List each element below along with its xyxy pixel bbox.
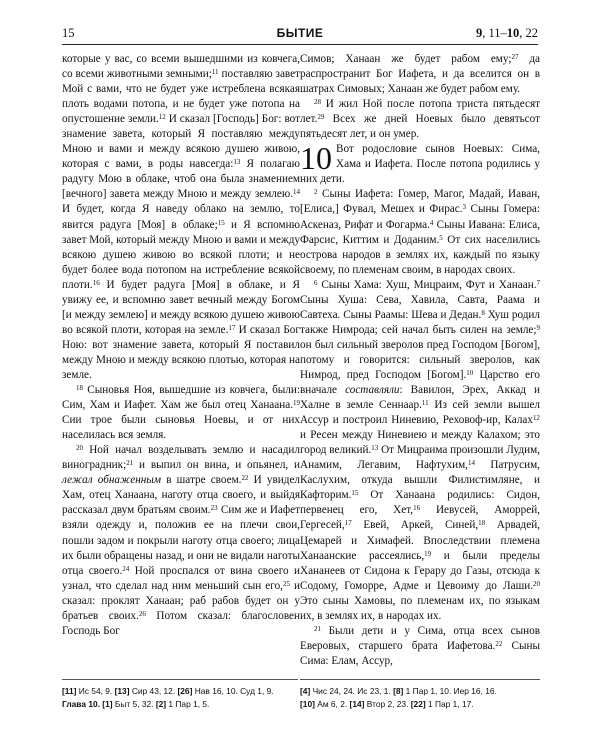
- verse-number: 15: [217, 218, 225, 227]
- verse-number: 7: [536, 278, 540, 287]
- footnote-text: 1 Пар 1, 17.: [425, 698, 474, 709]
- verse-text: Сии трое были сыновья Ноевы, и от них населилась вся земля.: [62, 414, 300, 442]
- verse-number: 22: [495, 639, 503, 648]
- verse-text: И будет, когда Я наведу облако на землю, то явится радуга [Моя] в облаке;: [62, 203, 300, 231]
- verse-number: 6: [314, 278, 318, 287]
- verse-number: 11: [211, 68, 219, 77]
- verse-text: Ной начал возделывать землю и насадил виноградник;: [62, 444, 300, 472]
- verse-number: 16: [92, 278, 100, 287]
- verse-text: И будет радуга [Моя] в облаке, и Я увижу ее, и вспомню завет вечный между Богом [и между землею] и между всякою душею живою во всякой плоти, которая на земле.: [62, 278, 300, 336]
- footnote-text: 1 Пар 1, 10. Иер 16, 16.: [403, 686, 497, 696]
- verse-number: 2: [314, 188, 318, 197]
- footnote-ref: [10]: [300, 698, 315, 709]
- verse-text: которые у вас, со всеми вышедшими из ковчега, со всеми животными земными;: [62, 53, 300, 81]
- ref-verse-end: , 22: [519, 26, 538, 40]
- verse-number: 14: [467, 459, 475, 468]
- verse-text: Сыны Хуша: Сева, Хавила, Савта, Раама и Савтеха. Сыны Раамы: Шева и Дедан.: [300, 293, 540, 321]
- verse-text: И сказал [Господь] Бог: вот знамение завета, который Я поставляю между Мною и вами и между всякою душею живою, которая с вами, в роды навсегда:: [62, 113, 300, 171]
- footnote-ref: [22]: [410, 698, 426, 709]
- footnote-ref: [2]: [155, 698, 167, 709]
- verse-number: 19: [424, 549, 432, 558]
- paragraph: [300, 52, 540, 97]
- verse-number: 12: [158, 113, 166, 122]
- verse-text: Хуш родил также Нимрода; сей начал быть силен на земле;: [300, 308, 540, 336]
- verse-number: 25: [282, 579, 290, 588]
- verse-number: 9: [536, 323, 540, 332]
- verse-text: И сказал Бог Ною: вот знамение завета, который Я поставил между Мною и между всякою плотью, которая на земле.: [62, 323, 300, 381]
- verse-text: От Мицраима произошли Лудим, Анамим, Легавим, Нафтухим,: [300, 444, 541, 472]
- verse-text: Вот родословие сынов Ноевых: Сима, Хама и Иафета. После потопа родились у них дети.: [300, 143, 540, 186]
- verse-number: 4: [429, 218, 434, 227]
- footnote-text: Сир 43, 12.: [129, 686, 178, 696]
- italic-word: составляли: [345, 384, 400, 397]
- italic-word: лежал: [62, 474, 93, 487]
- verse-text: И увидел Хам, отец Ханаана, наготу отца своего, и выйдя рассказал двум братьям своим.: [62, 474, 301, 517]
- verse-text: и сказал: проклят Ханаан; раб рабов будет он у братьев своих.: [62, 579, 300, 622]
- footnote-ref: Глава 10. [1]: [62, 698, 113, 709]
- footnote-ref: [13]: [114, 686, 130, 696]
- verse-text: поставляю завет Мой с вами, что не будет уже истреблена всякая плоть водами потопа, и не будет уже потопа на опустошение земли.: [62, 68, 301, 126]
- paragraph: [62, 383, 300, 443]
- footnote-text: Ис 54, 9.: [76, 686, 115, 696]
- right-footnotes: [300, 685, 540, 710]
- footnote-text: Нав 16, 10. Суд 1, 9.: [192, 686, 274, 696]
- book-title: БЫТИЕ: [276, 26, 324, 40]
- verse-number: 13: [371, 444, 379, 453]
- footnote-text: Втор 2, 23.: [364, 698, 411, 709]
- verse-number: 8: [481, 308, 485, 317]
- verse-text: Патрусим, Каслухим, откуда вышли Филистимляне, и Кафторим.: [300, 459, 540, 502]
- verse-number: 12: [533, 414, 540, 423]
- verse-number: 5: [439, 233, 443, 242]
- verse-text: Я полагаю радугу Мою в облаке, чтоб она была знамением [вечного] завета между Мною и между землею.: [62, 158, 300, 201]
- verse-text: и выпил он вина, и опьянел, и: [133, 459, 300, 472]
- page-number: 15: [62, 26, 75, 40]
- verse-number: 21: [314, 624, 321, 633]
- ref-verse-start: , 11–: [482, 26, 507, 40]
- paragraph: [300, 187, 540, 277]
- footnote-ref: [26]: [177, 686, 193, 696]
- verse-text: он был сильный зверолов пред Господом [Богом], потому и говорится: сильный зверолов, как Нимрод, пред Господом [Богом].: [300, 338, 540, 381]
- verse-number: 10: [466, 368, 474, 377]
- footnote-text: Чис 24, 24. Ис 23, 1.: [310, 686, 394, 696]
- footnote-divider: [62, 679, 298, 680]
- verse-number: 16: [413, 504, 421, 513]
- verse-number: 19: [293, 399, 300, 408]
- verse-text: Из сей земли вышел Ассур и построил Ниневию, Реховоф-ир, Калах: [300, 399, 540, 427]
- verse-number: 15: [351, 489, 359, 498]
- verse-text: Это сыны Хамовы, по племенам их, по языкам их, в землях их, в народах их.: [300, 594, 540, 622]
- footnote-ref: [4]: [300, 686, 311, 696]
- paragraph: [300, 624, 540, 669]
- footnote-ref: [14]: [349, 698, 365, 709]
- verse-text: И жил Ной после потопа триста пятьдесят лет.: [300, 98, 540, 126]
- paragraph: [62, 52, 300, 383]
- verse-number: 17: [344, 519, 352, 528]
- verse-number: 24: [122, 564, 130, 573]
- verse-text: да распространит Бог Иафета, и да вселится он в шатрах Симовых; Ханаан же будет рабом ему.: [300, 53, 540, 96]
- footnote-ref: [11]: [62, 686, 77, 696]
- verse-text: Сыновья Ноя, вышедшие из ковчега, были: Сим, Хам и Иафет. Хам же был отец Ханаана.: [62, 384, 300, 412]
- italic-word: обнаженным: [97, 474, 162, 487]
- footnote-text: 1 Пар 1, 5.: [166, 698, 210, 709]
- verse-number: 3: [462, 203, 467, 212]
- ref-chapter-end: 10: [506, 26, 520, 40]
- verse-text: Сыны Сима: Елам, Ассур,: [300, 639, 541, 667]
- page-header: [62, 24, 538, 45]
- verse-text: Арвадей, Цемарей и Химафей. Впоследствии племена Ханаанские рассеялись,: [300, 519, 540, 562]
- paragraph: [300, 278, 540, 624]
- paragraph: [300, 97, 540, 142]
- verse-number: 20: [533, 579, 540, 588]
- verse-number: 23: [210, 504, 218, 513]
- verse-text: Сыны Иавана: Елиса, Фарсис, Киттим и Доданим.: [300, 218, 540, 246]
- verse-number: 27: [511, 53, 519, 61]
- verse-text: и Ресен между Ниневиею и между Калахом; это город великий.: [300, 429, 540, 457]
- verse-number: 17: [228, 323, 236, 332]
- verse-text: Иевусей, Аморрей, Гергесей,: [300, 504, 540, 532]
- verse-number: 22: [241, 474, 249, 483]
- left-text-column: [62, 52, 300, 639]
- footnote-text: Ам 6, 2.: [314, 698, 350, 709]
- verse-text: Сыны Иафета: Гомер, Магог, Мадай, Иаван, [Елиса,] Фувал, Мешех и Фирас.: [300, 188, 540, 216]
- verse-number: 13: [233, 158, 241, 167]
- verse-number: 26: [138, 609, 146, 618]
- verse-text: Сим же и Иафет взяли одежду и, положив ее на плечи свои, пошли задом и покрыли наготу отца своего; лица их были обращены назад, и они не видали наготы отца своего.: [62, 504, 300, 577]
- verse-number: 20: [76, 444, 83, 453]
- verse-text: Евей, Аркей, Синей,: [351, 519, 479, 532]
- footnote-line: [62, 685, 298, 698]
- verse-text: Ной проспался от вина своего и узнал, что сделал над ним меньший сын его,: [62, 564, 301, 592]
- verse-text: в шатре своем.: [161, 474, 242, 487]
- verse-number: 14: [293, 188, 300, 197]
- verse-number: 18: [478, 519, 486, 528]
- footnote-divider: [300, 679, 540, 680]
- footnote-line: [300, 698, 540, 711]
- footnote-line: [62, 698, 298, 711]
- verse-text: Сыны Хама: Хуш, Мицраим, Фут и Ханаан.: [317, 278, 537, 291]
- right-text-column: [300, 52, 540, 669]
- chapter-number: 10: [300, 140, 332, 177]
- verse-number: 21: [126, 459, 134, 468]
- ref-chapter-start: 9: [475, 26, 483, 40]
- verse-text: и были пределы Хананеев от Сидона к Герару до Газы, отсюда к Содому, Гоморре, Адме и Цевоиму до Лаши.: [300, 549, 540, 592]
- verse-text: Сыны Гомера: Аскеназ, Рифат и Фогарма.: [300, 203, 541, 231]
- verse-text: Симов; Ханаан же будет рабом ему;: [300, 53, 512, 65]
- verse-text: Царство его вначале: [300, 368, 540, 397]
- verse-number: 29: [317, 113, 325, 122]
- footnote-line: [300, 685, 540, 698]
- paragraph: [62, 443, 300, 639]
- paragraph: [300, 142, 540, 187]
- chapter-verse-range: [476, 26, 538, 41]
- verse-text: и Я вспомню завет Мой, который между Мною и вами и между всякою душею живою во всякой плоти; и не будет более вода потопом на истребление всякой плоти.: [62, 218, 300, 291]
- footnote-ref: [8]: [393, 686, 404, 696]
- verse-text: Всех же дней Ноевых было девятьсот пятьдесят лет, и он умер.: [300, 113, 540, 141]
- footnote-text: Быт 5, 32.: [112, 698, 156, 709]
- verse-text: Потом сказал: благословен Господь Бог: [62, 609, 300, 637]
- verse-number: 28: [314, 98, 321, 107]
- verse-number: 18: [76, 384, 83, 393]
- verse-text: От сих населились острова народов в землях их, каждый по языку своему, по племенам своим, в народах своих.: [300, 233, 540, 276]
- verse-text: От Ханаана родились: Сидон, первенец его, Хет,: [300, 489, 540, 517]
- verse-number: 11: [421, 399, 429, 408]
- verse-text: Были дети и у Сима, отца всех сынов Еверовых, старшего брата Иафетова.: [300, 624, 540, 652]
- verse-text: : Вавилон, Эрех, Аккад и Халне в земле Сеннаар.: [300, 384, 540, 412]
- left-footnotes: [62, 685, 298, 710]
